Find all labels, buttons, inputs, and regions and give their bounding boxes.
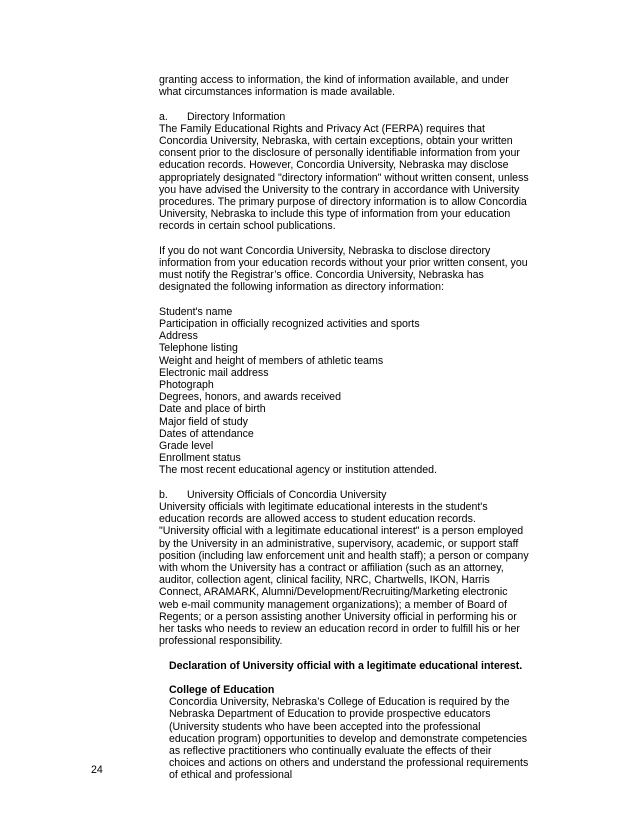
directory-list <box>159 306 529 477</box>
list-item: Major field of study <box>159 415 248 428</box>
section-b-heading <box>159 489 529 501</box>
section-a-letter: a. <box>159 110 168 123</box>
section-b-title: University Officials of Concordia University <box>187 488 387 501</box>
college-heading: College of Education <box>169 684 275 697</box>
section-a-heading <box>159 111 529 123</box>
list-item: Dates of attendance <box>159 427 254 440</box>
section-a-body: The Family Educational Rights and Privacy Act (FERPA) requires that Concordia University, Nebraska, with certain exceptions, obtain your written consent prior to the disclosure of personally identifiable information from your education records. However, Concordia University, Nebraska may disclose appropriately designated "directory information" without written consent, unless you have advised the University to the contrary in accordance with University procedures. The primary purpose of directory information is to allow Concordia University, Nebraska to include this type of information from your education records in certain school publications. <box>159 122 529 233</box>
section-b-body: University officials with legitimate educational interests in the student's education records are allowed access to student education records. "University official with a legitimate educational interest" is a person employed by the University in an administrative, supervisory, academic, or support staff position (including law enforcement unit and health staff); a person or company with whom the University has a contract or affiliation (such as an attorney, auditor, collection agent, clinical facility, NRC, Chartwells, IKON, Harris Connect, ARAMARK, Alumni/Development/Recruiting/Marketing electronic web e-mail community management organizations); a member of Board of Regents; or a person assisting another University official in performing his or her tasks who needs to review an education record in order to fulfill his or her professional responsibility. <box>159 501 529 648</box>
list-item: Electronic mail address <box>159 366 269 379</box>
page-number: 24 <box>91 764 103 776</box>
list-item: Date and place of birth <box>159 403 266 416</box>
section-b-letter: b. <box>159 488 168 501</box>
list-item: Address <box>159 330 198 343</box>
document-body <box>159 74 529 782</box>
list-item: The most recent educational agency or institution attended. <box>159 464 437 477</box>
list-item: Degrees, honors, and awards received <box>159 391 341 404</box>
list-item: Enrollment status <box>159 452 241 465</box>
list-item: Participation in officially recognized activities and sports <box>159 318 420 331</box>
declaration-heading: Declaration of University official with a legitimate educational interest. <box>169 659 523 672</box>
list-item: Telephone listing <box>159 342 238 355</box>
list-item: Grade level <box>159 440 214 453</box>
list-item: Weight and height of members of athletic teams <box>159 354 384 367</box>
list-item: Student's name <box>159 305 233 318</box>
intro-paragraph: granting access to information, the kind of information available, and under what circumstances information is made available. <box>159 74 509 99</box>
college-body: Concordia University, Nebraska’s College of Education is required by the Nebraska Department of Education to provide prospective educators (University students who have been accepted into the professional education program) opportunities to develop and demonstrate competencies as reflective practitioners who continually evaluate the effects of their choices and actions on others and understand the professional requirements of ethical and professional <box>169 696 529 782</box>
directory-notice: If you do not want Concordia University, Nebraska to disclose directory information from your education records without your prior written consent, you must notify the Registrar’s office. Concordia University, Nebraska has designated the following information as directory information: <box>159 244 528 294</box>
section-a-title: Directory Information <box>187 110 286 123</box>
list-item: Photograph <box>159 379 214 392</box>
